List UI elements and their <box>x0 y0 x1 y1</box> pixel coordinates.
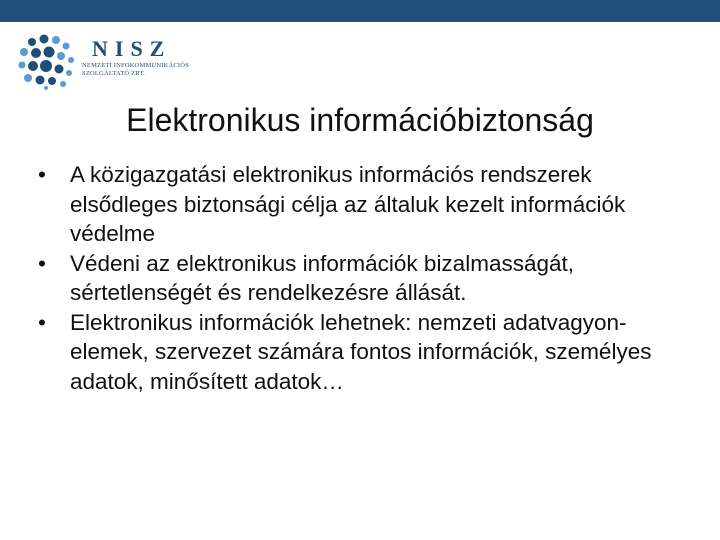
bullet-item <box>38 308 688 397</box>
logo-dots-icon <box>18 34 82 90</box>
logo-subtitle-line2: SZOLGÁLTATÓ ZRT. <box>82 70 145 77</box>
bullet-item <box>38 249 688 308</box>
bullet-text: Elektronikus információk lehetnek: nemzeti adatvagyon-elemek, szervezet számára fontos információk, személyes adatok, minősített adatok… <box>70 309 652 394</box>
nisz-logo <box>18 34 218 90</box>
bullet-item <box>38 160 688 249</box>
bullet-text: Védeni az elektronikus információk bizalmasságát, sértetlenségét és rendelkezésre állását. <box>70 250 574 305</box>
logo-subtitle-line1: NEMZETI INFOKOMMUNIKÁCIÓS <box>82 62 190 69</box>
bullet-marker: • <box>38 309 46 335</box>
slide-title: Elektronikus információbiztonság <box>126 102 594 138</box>
bullet-text: A közigazgatási elektronikus információs rendszerek elsődleges biztonsági célja az általuk kezelt információk védelme <box>70 162 626 246</box>
bullet-list <box>38 160 688 396</box>
bullet-marker: • <box>38 162 46 187</box>
bullet-marker: • <box>38 250 46 276</box>
logo-wordmark: NISZ <box>92 36 172 61</box>
top-bar <box>0 0 720 22</box>
